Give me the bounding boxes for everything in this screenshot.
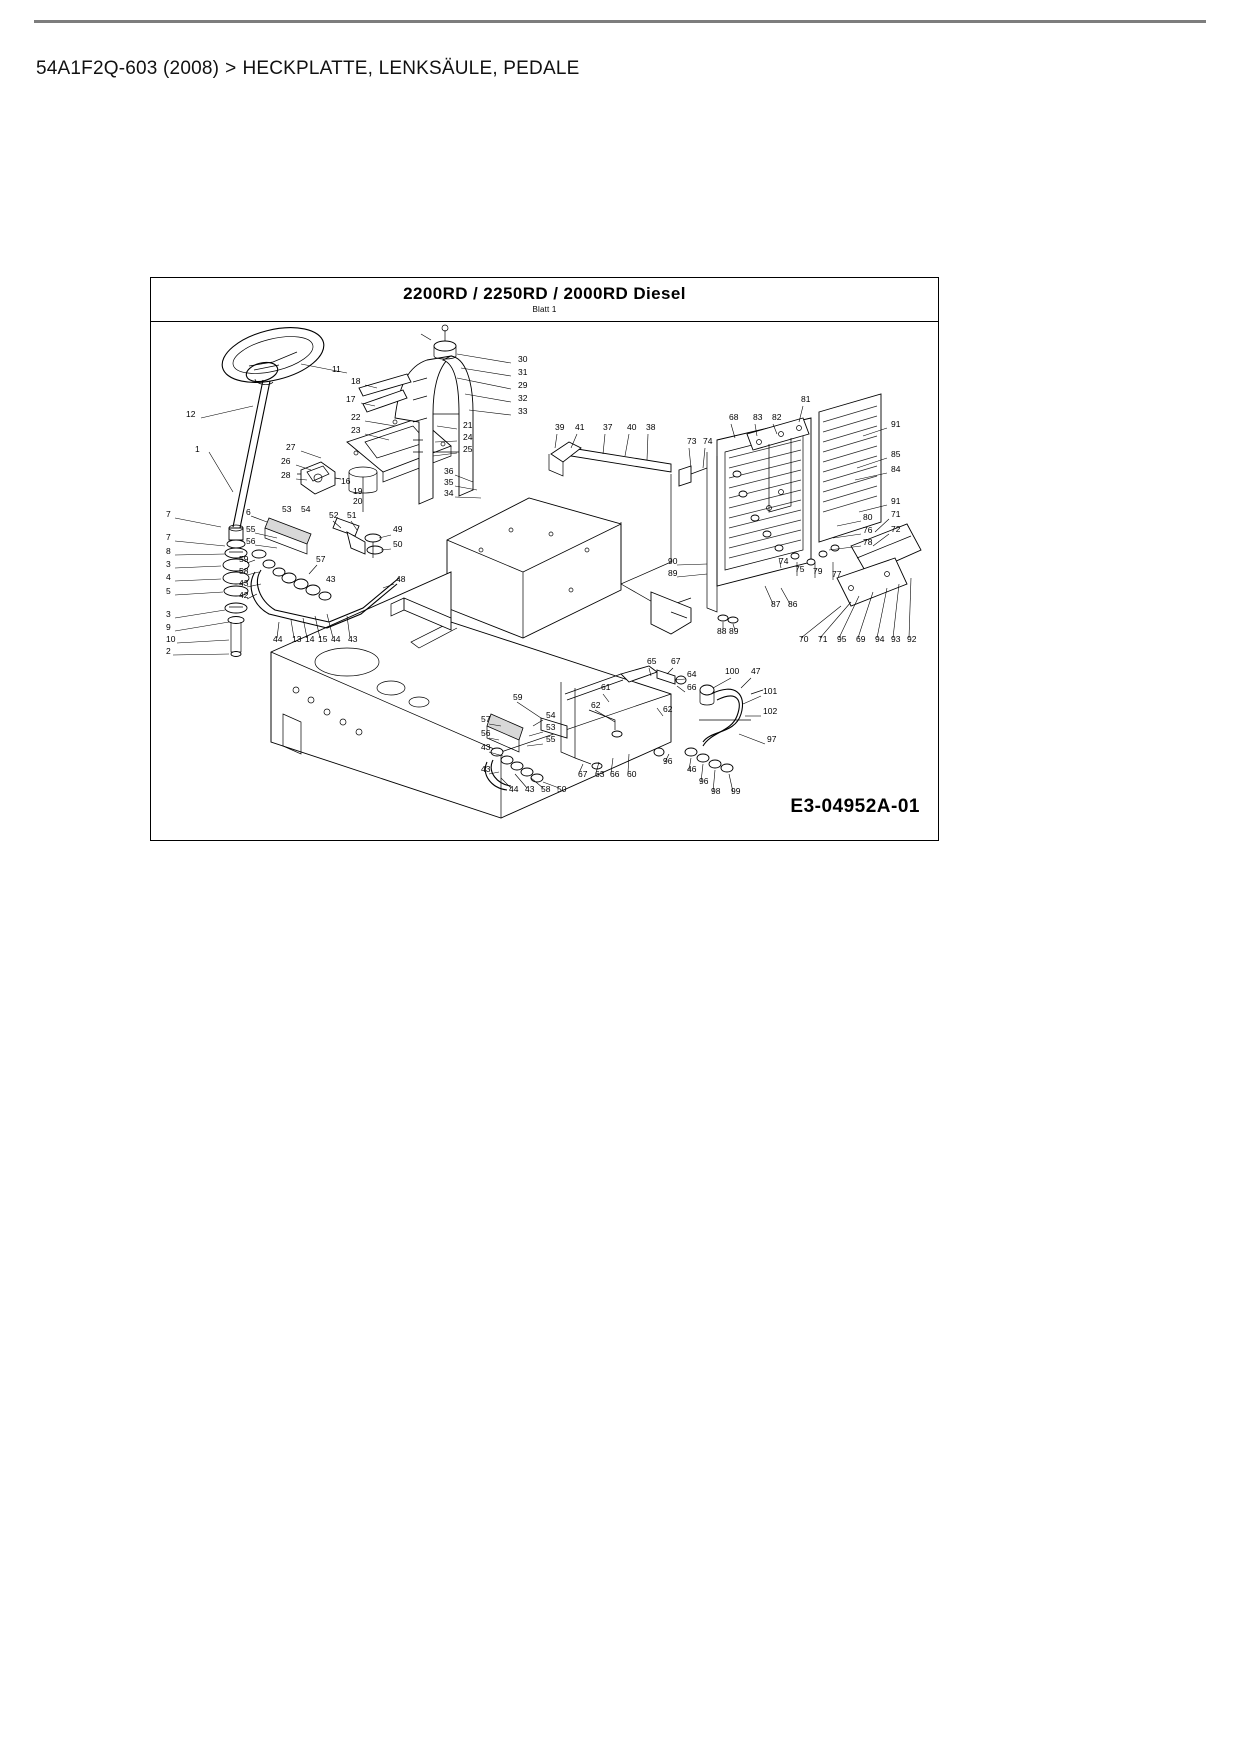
callout-number[interactable]: 101 — [763, 686, 778, 696]
header-divider — [34, 20, 1206, 23]
callout-number[interactable]: 71 — [891, 509, 901, 519]
callout-number[interactable]: 3 — [166, 559, 171, 569]
callout-number[interactable]: 81 — [801, 394, 811, 404]
callout-number[interactable]: 7 — [166, 532, 171, 542]
callout-number[interactable]: 22 — [351, 412, 361, 422]
callout-number[interactable]: 13 — [292, 634, 302, 644]
diagram-canvas — [151, 322, 938, 840]
callout-number[interactable]: 11 — [332, 364, 341, 374]
callout-number[interactable]: 31 — [518, 367, 528, 377]
callout-number[interactable]: 33 — [518, 406, 528, 416]
callout-number[interactable]: 62 — [663, 704, 673, 714]
callout-number[interactable]: 60 — [627, 769, 637, 779]
callout-number[interactable]: 3 — [166, 609, 171, 619]
callout-number[interactable]: 83 — [753, 412, 763, 422]
callout-number[interactable]: 66 — [610, 769, 620, 779]
callout-number[interactable]: 9 — [166, 622, 171, 632]
callout-number[interactable]: 64 — [687, 669, 697, 679]
callout-number[interactable]: 7 — [166, 509, 171, 519]
callout-number[interactable]: 69 — [856, 634, 866, 644]
callout-number[interactable]: 35 — [444, 477, 454, 487]
callout-number[interactable]: 56 — [246, 536, 256, 546]
callout-number[interactable]: 43 — [481, 742, 491, 752]
callout-number[interactable]: 4 — [166, 572, 171, 582]
callout-number[interactable]: 46 — [687, 764, 697, 774]
callout-number[interactable]: 20 — [353, 496, 363, 506]
callout-number[interactable]: 34 — [444, 488, 454, 498]
callout-number[interactable]: 68 — [729, 412, 739, 422]
callout-number[interactable]: 59 — [513, 692, 523, 702]
callout-number[interactable]: 75 — [795, 564, 805, 574]
callout-number[interactable]: 89 — [668, 568, 678, 578]
callout-number[interactable]: 93 — [891, 634, 901, 644]
callout-number[interactable]: 80 — [863, 512, 873, 522]
callout-number[interactable]: 94 — [875, 634, 885, 644]
callout-number[interactable]: 29 — [518, 380, 528, 390]
callout-number[interactable]: 61 — [601, 682, 611, 692]
callout-number[interactable]: 62 — [591, 700, 601, 710]
callout-number[interactable]: 39 — [555, 422, 565, 432]
callout-number[interactable]: 25 — [463, 444, 473, 454]
callout-number[interactable]: 98 — [711, 786, 721, 796]
callout-number[interactable]: 32 — [518, 393, 528, 403]
callout-number[interactable]: 67 — [578, 769, 588, 779]
callout-number[interactable]: 55 — [246, 524, 256, 534]
callout-number[interactable]: 27 — [286, 442, 296, 452]
callout-number[interactable]: 24 — [463, 432, 473, 442]
callout-number[interactable]: 43 — [348, 634, 358, 644]
callout-number[interactable]: 8 — [166, 546, 171, 556]
callout-number[interactable]: 17 — [346, 394, 356, 404]
callout-number[interactable]: 86 — [788, 599, 798, 609]
callout-number[interactable]: 44 — [331, 634, 341, 644]
callout-number[interactable]: 28 — [281, 470, 291, 480]
callout-number[interactable]: 63 — [595, 769, 605, 779]
diagram-subtitle: Blatt 1 — [532, 305, 557, 314]
callout-number[interactable]: 40 — [627, 422, 637, 432]
callout-number[interactable]: 1 — [195, 444, 200, 454]
callout-number[interactable]: 50 — [557, 784, 567, 794]
callout-number[interactable]: 84 — [891, 464, 901, 474]
callout-number[interactable]: 19 — [353, 486, 363, 496]
steering-tower — [359, 325, 473, 504]
callout-number[interactable]: 91 — [891, 496, 901, 506]
callout-number[interactable]: 59 — [239, 554, 249, 564]
callout-number[interactable]: 58 — [541, 784, 551, 794]
callout-number[interactable]: 88 — [717, 626, 727, 636]
callout-number[interactable]: 47 — [751, 666, 761, 676]
callout-number[interactable]: 38 — [646, 422, 656, 432]
callout-number[interactable]: 55 — [546, 734, 556, 744]
callout-number[interactable]: 48 — [396, 574, 406, 584]
callout-number[interactable]: 10 — [166, 634, 176, 644]
callout-number[interactable]: 79 — [813, 566, 823, 576]
callout-number[interactable]: 41 — [575, 422, 585, 432]
callout-number[interactable]: 6 — [246, 507, 251, 517]
callout-number[interactable]: 71 — [818, 634, 828, 644]
callout-number[interactable]: 82 — [772, 412, 782, 422]
callout-number[interactable]: 97 — [767, 734, 777, 744]
callout-number[interactable]: 77 — [832, 569, 842, 579]
callout-number[interactable]: 56 — [481, 728, 491, 738]
callout-number[interactable]: 54 — [546, 710, 556, 720]
callout-number[interactable]: 42 — [239, 590, 249, 600]
callout-number[interactable]: 74 — [703, 436, 713, 446]
breadcrumb — [36, 58, 579, 80]
callout-number[interactable]: 21 — [463, 420, 473, 430]
callout-number[interactable]: 102 — [763, 706, 778, 716]
callout-number[interactable]: 52 — [329, 510, 339, 520]
callout-number[interactable]: 96 — [663, 756, 673, 766]
callout-number[interactable]: 50 — [393, 539, 403, 549]
callout-number[interactable]: 85 — [891, 449, 901, 459]
breadcrumb-model[interactable]: 54A1F2Q-603 (2008) — [36, 58, 220, 79]
callout-number[interactable]: 89 — [729, 626, 739, 636]
callout-number[interactable]: 65 — [647, 656, 657, 666]
callout-number[interactable]: 54 — [301, 504, 311, 514]
callout-number[interactable]: 53 — [546, 722, 556, 732]
callout-number[interactable]: 66 — [687, 682, 697, 692]
callout-number[interactable]: 16 — [341, 476, 351, 486]
callout-number[interactable]: 57 — [481, 714, 491, 724]
callout-number[interactable]: 91 — [891, 419, 901, 429]
callout-number[interactable]: 18 — [351, 376, 361, 386]
drawing-number: E3-04952A-01 — [790, 796, 920, 817]
callout-number[interactable]: 90 — [668, 556, 678, 566]
callout-number[interactable]: 43 — [239, 578, 249, 588]
diagram-title: 2200RD / 2250RD / 2000RD Diesel — [403, 284, 686, 303]
callout-number[interactable]: 78 — [863, 537, 873, 547]
callout-number[interactable]: 57 — [316, 554, 326, 564]
callout-number[interactable]: 5 — [166, 586, 171, 596]
callout-number[interactable]: 36 — [444, 466, 454, 476]
callout-number[interactable]: 43 — [481, 764, 491, 774]
callout-number[interactable]: 87 — [771, 599, 781, 609]
callout-number[interactable]: 23 — [351, 425, 361, 435]
callout-number[interactable]: 26 — [281, 456, 291, 466]
callout-number[interactable]: 44 — [273, 634, 283, 644]
callout-number[interactable]: 99 — [731, 786, 741, 796]
callout-number[interactable]: 76 — [863, 525, 873, 535]
callout-number[interactable]: 100 — [725, 666, 740, 676]
callout-number[interactable]: 44 — [509, 784, 519, 794]
callout-number[interactable]: 70 — [799, 634, 809, 644]
callout-number[interactable]: 49 — [393, 524, 403, 534]
callout-number[interactable]: 53 — [282, 504, 292, 514]
diagram-header — [151, 278, 938, 322]
callout-number[interactable]: 30 — [518, 354, 528, 364]
callout-number[interactable]: 37 — [603, 422, 613, 432]
callout-number[interactable]: 51 — [347, 510, 357, 520]
breadcrumb-section: HECKPLATTE, LENKSÄULE, PEDALE — [242, 58, 580, 79]
callout-number[interactable]: 96 — [699, 776, 709, 786]
callout-number[interactable]: 15 — [318, 634, 328, 644]
callout-number[interactable]: 43 — [326, 574, 336, 584]
callout-number[interactable]: 73 — [687, 436, 697, 446]
rear-plate-assembly — [679, 394, 921, 623]
callout-number[interactable]: 74 — [779, 556, 789, 566]
steering-wheel-assembly — [216, 322, 329, 528]
callout-number[interactable]: 2 — [166, 646, 171, 656]
callout-number[interactable]: 58 — [239, 566, 249, 576]
callout-number[interactable]: 92 — [907, 634, 917, 644]
callout-number[interactable]: 95 — [837, 634, 847, 644]
callout-number[interactable]: 12 — [186, 409, 196, 419]
callout-number[interactable]: 43 — [525, 784, 535, 794]
callout-number[interactable]: 72 — [891, 524, 901, 534]
callout-number[interactable]: 67 — [671, 656, 681, 666]
breadcrumb-separator: > — [225, 58, 237, 79]
callout-number[interactable]: 14 — [305, 634, 315, 644]
parts-diagram — [150, 277, 939, 841]
